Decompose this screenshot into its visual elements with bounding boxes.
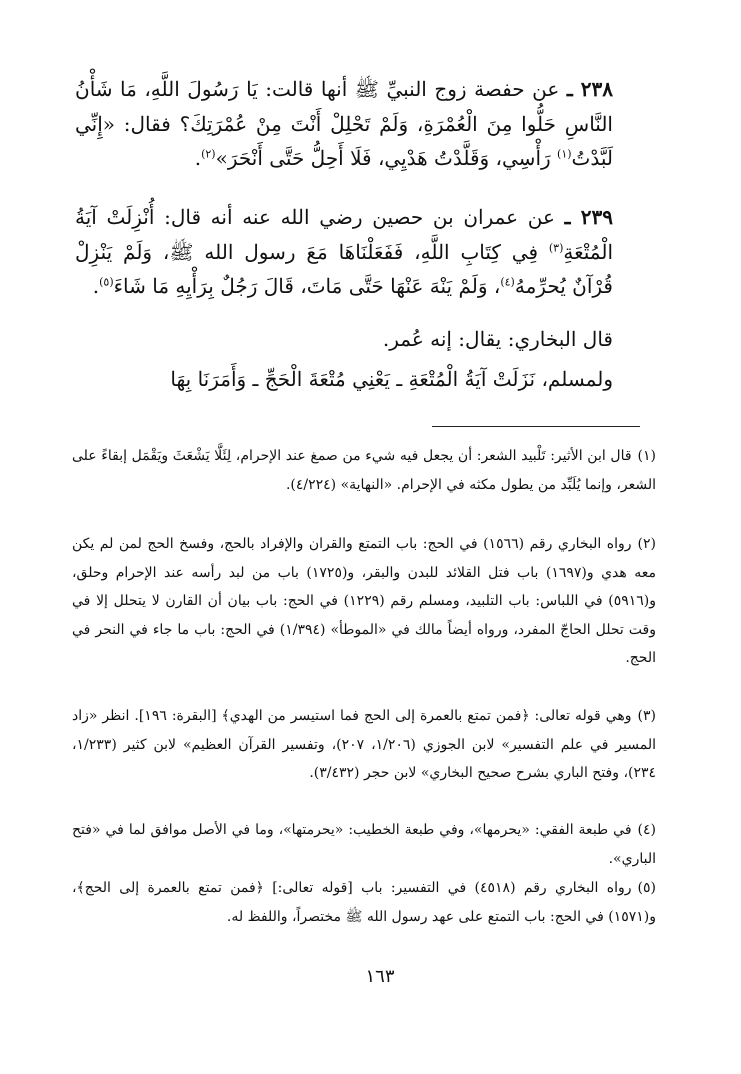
footnote-marker: (١) bbox=[637, 448, 656, 464]
footnote-marker: (٥) bbox=[637, 880, 656, 896]
hadith-paragraph bbox=[75, 200, 613, 304]
hadith-238 bbox=[75, 72, 613, 176]
footnote-marker: (٣) bbox=[637, 708, 656, 724]
footnote-text: في طبعة الفقي: «يحرمها»، وفي طبعة الخطيب: «يحرمتها»، وما في الأصل موافق لما في «فتح الباري». bbox=[72, 822, 656, 867]
hadith-end: . bbox=[194, 146, 202, 170]
footnote-ref: (٣) bbox=[548, 240, 564, 254]
hadith-text: عن حفصة زوج النبيِّ ﷺ أنها قالت: يَا رَسُولَ اللَّهِ، مَا شَأْنُ النَّاسِ حَلُّوا مِنَ الْعُمْرَةِ، وَلَمْ تَحْلِلْ أَنْتَ مِنْ عُمْرَتِكَ؟ فقال: «إِنِّي لَبَّدْتُ bbox=[75, 77, 613, 170]
hadith-text-continued: ، وَلَمْ يَنْهَ عَنْهَا حَتَّى مَاتَ، قَالَ رَجُلٌ بِرَأْيِهِ مَا شَاءَ bbox=[113, 274, 501, 298]
footnote-ref: (٢) bbox=[201, 147, 216, 161]
footnote-text: وهي قوله تعالى: ﴿فمن تمتع بالعمرة إلى الحج فما استيسر من الهدي﴾ [البقرة: ١٩٦]. انظر «زاد المسير في علم التفسير» لابن الجوزي (١/٢٠٦، ٢٠٧)، وتفسير القرآن العظيم» لابن كثير (١/٢٣٣، ٢٣٤)، وفتح الباري بشرح صحيح البخاري» لابن حجر (٣/٤٣٢). bbox=[72, 708, 657, 782]
page-number: ١٦٣ bbox=[365, 966, 395, 987]
footnote-text: قال ابن الأثير: تَلْبيد الشعر: أن يجعل فيه شيء من صمغ عند الإحرام، لِئَلَّا يَشْعَثَ ويَقْمَل إبقاءً على الشعر، وإنما يُلَبِّد من يطول مكثه في الإحرام. «النهاية» (٤/٢٢٤). bbox=[72, 448, 656, 493]
bukhari-note-text: قال البخاري: يقال: إنه عُمر. bbox=[382, 327, 613, 351]
hadith-number: ٢٣٩ ـ bbox=[564, 205, 613, 229]
footnote-text: رواه البخاري رقم (١٥٦٦) في الحج: باب التمتع والقران والإفراد بالحج، وفسخ الحج لمن لم يكن معه هدي و(١٦٩٧) باب فتل القلائد للبدن والبقر، و(١٧٢٥) باب من لبد رأسه عند الإحرام وحلق، و(٥٩١٦) في اللباس: باب التلبيد، ومسلم رقم (١٢٢٩) في الحج: باب بيان أن القارن لا يتحلل إلا في وقت تحلل الحاجّ المفرد، ورواه أيضاً مالك في «الموطأ» (١/٣٩٤) في الحج: باب ما جاء في النحر في الحج. bbox=[72, 536, 656, 667]
hadith-end: . bbox=[92, 274, 100, 298]
hadith-text-continued: فِي كِتَابِ اللَّهِ، فَفَعَلْنَاهَا مَعَ رسول الله ﷺ، وَلَمْ يَنْزِلْ قُرْآنٌ يُحرِّمهُ bbox=[75, 239, 613, 298]
footnote-1 bbox=[72, 442, 656, 499]
footnote-marker: (٢) bbox=[637, 536, 656, 552]
footnote-2 bbox=[72, 530, 656, 673]
hadith-number: ٢٣٨ ـ bbox=[566, 77, 614, 101]
muslim-note-text: ولمسلم، نَزَلَتْ آيَةُ الْمُتْعَةِ ـ يَعْنِي مُتْعَةَ الْحَجِّ ـ وَأَمَرَنَا بِهَا bbox=[170, 367, 613, 391]
bukhari-note bbox=[75, 322, 613, 357]
footnote-4 bbox=[72, 816, 656, 873]
footnote-5 bbox=[72, 874, 656, 931]
footnote-divider bbox=[432, 426, 640, 427]
hadith-239 bbox=[75, 200, 613, 304]
hadith-paragraph bbox=[75, 72, 613, 176]
footnote-marker: (٤) bbox=[637, 822, 656, 838]
footnote-ref: (١) bbox=[557, 147, 572, 161]
hadith-text-continued: رَأْسِي، وَقَلَّدْتُ هَدْيِي، فَلَا أَحِلُّ حَتَّى أَنْحَرَ» bbox=[215, 146, 551, 170]
muslim-note bbox=[75, 362, 613, 397]
footnote-3 bbox=[72, 702, 656, 788]
footnote-ref: (٥) bbox=[99, 275, 114, 289]
footnote-text: رواه البخاري رقم (٤٥١٨) في التفسير: باب [قوله تعالى:] ﴿فمن تمتع بالعمرة إلى الحج﴾، و(١٥٧١) في الحج: باب التمتع على عهد رسول الله ﷺ مختصراً، واللفظ له. bbox=[72, 880, 656, 925]
hadith-text: عن عمران بن حصين رضي الله عنه أنه قال: أُنْزِلَتْ آيَةُ الْمُتْعَةِ bbox=[75, 205, 613, 264]
footnote-ref: (٤) bbox=[500, 275, 515, 289]
